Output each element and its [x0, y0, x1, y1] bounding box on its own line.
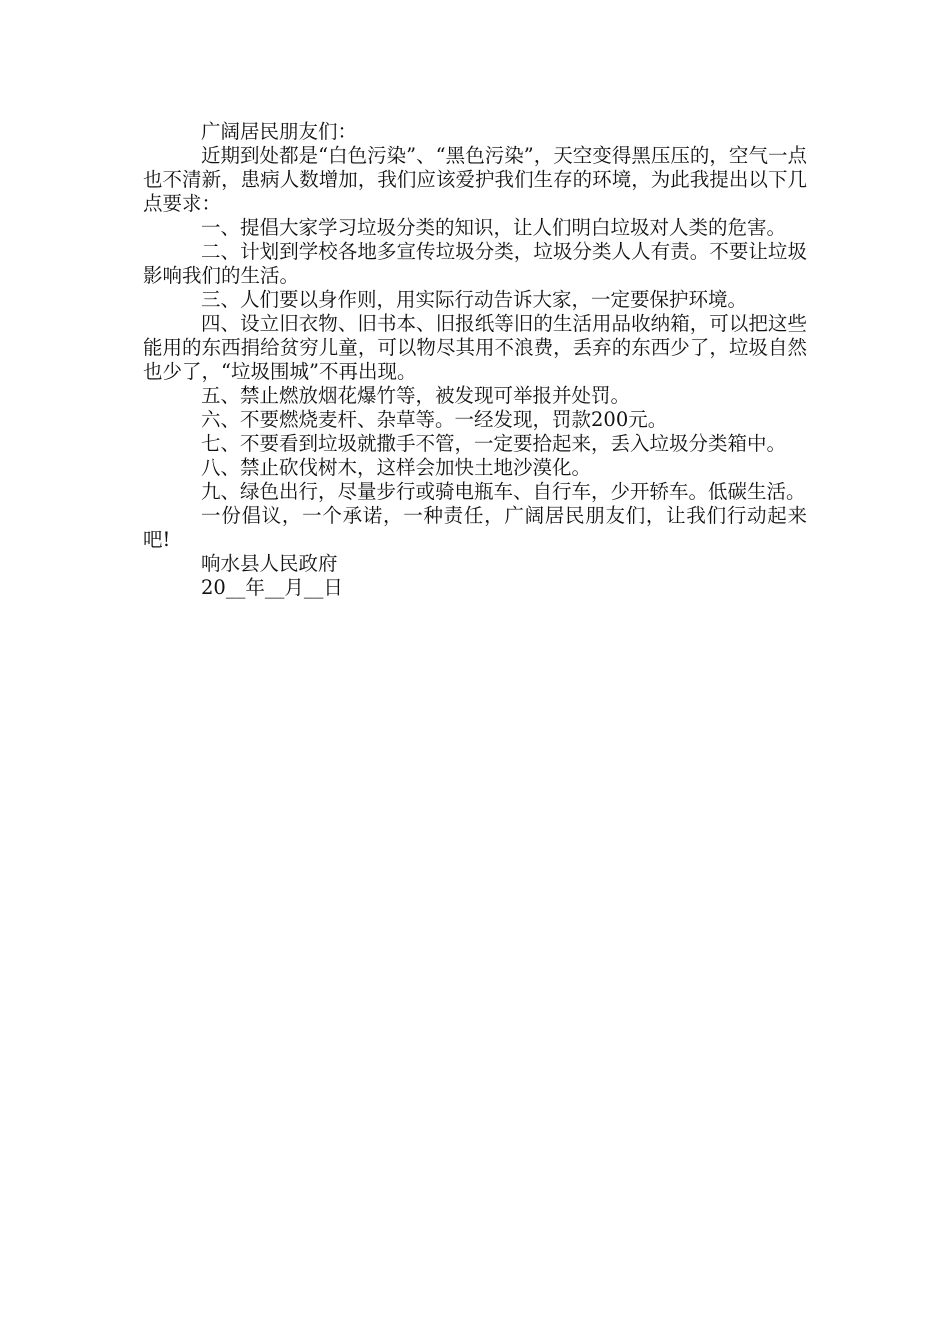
proposal-item-5: 五、禁止燃放烟花爆竹等，被发现可举报并处罚。	[201, 384, 631, 407]
proposal-item-2: 二、计划到学校各地多宣传垃圾分类，垃圾分类人人有责。不要让垃圾影响我们的生活。	[143, 240, 807, 287]
proposal-item-8: 八、禁止砍伐树木，这样会加快土地沙漠化。	[201, 456, 592, 479]
proposal-item-6: 六、不要燃烧麦杆、杂草等。一经发现，罚款200元。	[201, 408, 668, 431]
letter-body	[143, 120, 807, 600]
proposal-item-9: 九、绿色出行，尽量步行或骑电瓶车、自行车，少开轿车。低碳生活。	[201, 480, 806, 503]
signature: 响水县人民政府	[201, 552, 338, 575]
proposal-item-1: 一、提倡大家学习垃圾分类的知识，让人们明白垃圾对人类的危害。	[201, 216, 787, 239]
proposal-item-3: 三、人们要以身作则，用实际行动告诉大家，一定要保护环境。	[201, 288, 748, 311]
intro-paragraph: 近期到处都是“白色污染”、“黑色污染”，天空变得黑压压的，空气一点也不清新，患病人数增加，我们应该爱护我们生存的环境，为此我提出以下几点要求：	[143, 144, 807, 215]
proposal-item-4: 四、设立旧衣物、旧书本、旧报纸等旧的生活用品收纳箱，可以把这些能用的东西捐给贫穷儿童，可以物尽其用不浪费，丢弃的东西少了，垃圾自然也少了，“垃圾围城”不再出现。	[143, 312, 807, 383]
date-line: 20__年__月__日	[201, 576, 343, 599]
proposal-item-7: 七、不要看到垃圾就撒手不管，一定要拾起来，丢入垃圾分类箱中。	[201, 432, 787, 455]
salutation: 广阔居民朋友们：	[201, 120, 358, 143]
closing-paragraph: 一份倡议，一个承诺，一种责任，广阔居民朋友们，让我们行动起来吧!	[143, 504, 807, 551]
